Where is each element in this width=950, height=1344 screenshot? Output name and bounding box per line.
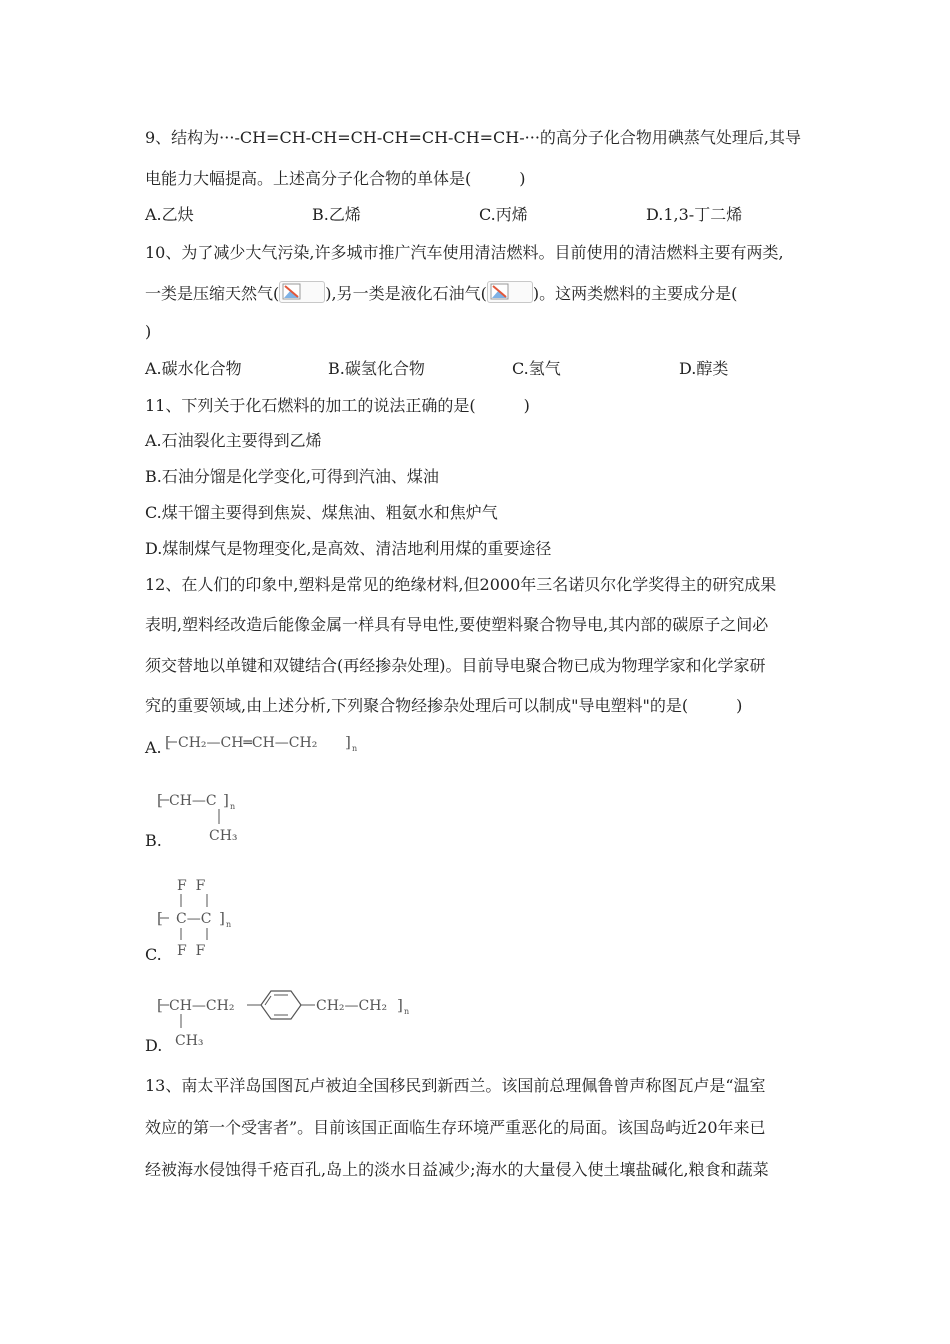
q11-stem: 11、下列关于化石燃料的加工的说法正确的是( ) [145, 396, 530, 415]
q11-option-b: B.石油分馏是化学变化,可得到汽油、煤油 [145, 467, 439, 486]
q10-stem-line3: ) [145, 322, 152, 341]
q12-formula-c-main: C—C [176, 911, 212, 927]
q12-formula-c [157, 876, 257, 960]
broken-image-icon [487, 281, 533, 303]
svg-text:[: [ [165, 733, 171, 751]
q12-formula-d [157, 990, 417, 1050]
svg-text:[: [ [157, 909, 163, 927]
q12-formula-d-n: n [404, 1007, 410, 1016]
q12-formula-b-main: CH—C [169, 793, 217, 809]
broken-image-icon [279, 281, 325, 303]
q10-stem-line1: 10、为了减少大气污染,许多城市推广汽车使用清洁燃料。目前使用的清洁燃料主要有两类, [145, 243, 784, 262]
q12-formula-a [165, 730, 365, 756]
q13-stem-line2: 效应的第一个受害者”。目前该国正面临生存环境严重恶化的局面。该国岛屿近20年来已 [145, 1118, 766, 1137]
svg-text:[: [ [157, 791, 163, 809]
q12-formula-c-bottom: F F [177, 943, 206, 959]
q12-formula-b-sub: CH₃ [209, 828, 238, 844]
q12-stem-line1: 12、在人们的印象中,塑料是常见的绝缘材料,但2000年三名诺贝尔化学奖得主的研究成果 [145, 575, 777, 594]
q11-option-a: A.石油裂化主要得到乙烯 [145, 431, 322, 450]
q12-formula-d-right: CH₂—CH₂ [316, 998, 388, 1014]
q10-stem-line2 [145, 281, 737, 305]
q10-option-d: D.醇类 [679, 359, 729, 378]
q12-formula-b [157, 788, 257, 844]
svg-text:]: ] [345, 733, 351, 751]
q9-option-c: C.丙烯 [479, 205, 528, 224]
q12-formula-a-text: CH₂—CH═CH—CH₂ [178, 735, 318, 751]
q12-option-d-label: D. [145, 1036, 163, 1055]
q12-formula-c-top: F F [177, 878, 206, 894]
q9-option-d: D.1,3-丁二烯 [646, 205, 743, 224]
q12-option-c-label: C. [145, 945, 162, 964]
q11-option-d: D.煤制煤气是物理变化,是高效、清洁地利用煤的重要途径 [145, 539, 552, 558]
q9-option-b: B.乙烯 [312, 205, 361, 224]
q12-stem-line4: 究的重要领域,由上述分析,下列聚合物经掺杂处理后可以制成"导电塑料"的是( ) [145, 696, 743, 715]
q12-stem-line2: 表明,塑料经改造后能像金属一样具有导电性,要使塑料聚合物导电,其内部的碳原子之间必 [145, 615, 769, 634]
q12-formula-b-n: n [230, 802, 236, 811]
q12-formula-d-sub: CH₃ [175, 1033, 204, 1049]
q12-option-a-label: A. [145, 738, 162, 757]
q11-option-c: C.煤干馏主要得到焦炭、煤焦油、粗氨水和焦炉气 [145, 503, 498, 522]
q10-text-b: ),另一类是液化石油气( [325, 284, 487, 303]
svg-text:]: ] [219, 909, 225, 927]
q12-stem-line3: 须交替地以单键和双键结合(再经掺杂处理)。目前导电聚合物已成为物理学家和化学家研 [145, 656, 766, 675]
q9-stem-line1: 9、结构为···-CH=CH-CH=CH-CH=CH-CH=CH-···的高分子化合物用碘蒸气处理后,其导 [145, 128, 802, 147]
svg-text:]: ] [223, 791, 229, 809]
q10-option-b: B.碳氢化合物 [328, 359, 425, 378]
q10-option-a: A.碳水化合物 [145, 359, 242, 378]
q12-option-b-label: B. [145, 831, 162, 850]
q12-formula-c-n: n [226, 920, 232, 929]
q9-option-a: A.乙炔 [145, 205, 194, 224]
benzene-ring-icon [261, 991, 301, 1019]
q10-option-c: C.氢气 [512, 359, 561, 378]
svg-text:[: [ [157, 996, 163, 1014]
q13-stem-line1: 13、南太平洋岛国图瓦卢被迫全国移民到新西兰。该国前总理佩鲁曾声称图瓦卢是“温室 [145, 1076, 766, 1095]
q10-text-a: 一类是压缩天然气( [145, 284, 280, 303]
q10-text-c: )。这两类燃料的主要成分是( [532, 284, 738, 303]
q12-formula-a-n: n [352, 744, 358, 753]
q12-formula-d-left: CH—CH₂ [169, 998, 235, 1014]
q9-stem-line2: 电能力大幅提高。上述高分子化合物的单体是( ) [145, 169, 526, 188]
svg-text:]: ] [397, 996, 403, 1014]
q13-stem-line3: 经被海水侵蚀得千疮百孔,岛上的淡水日益减少;海水的大量侵入使土壤盐碱化,粮食和蔬菜 [145, 1160, 769, 1179]
